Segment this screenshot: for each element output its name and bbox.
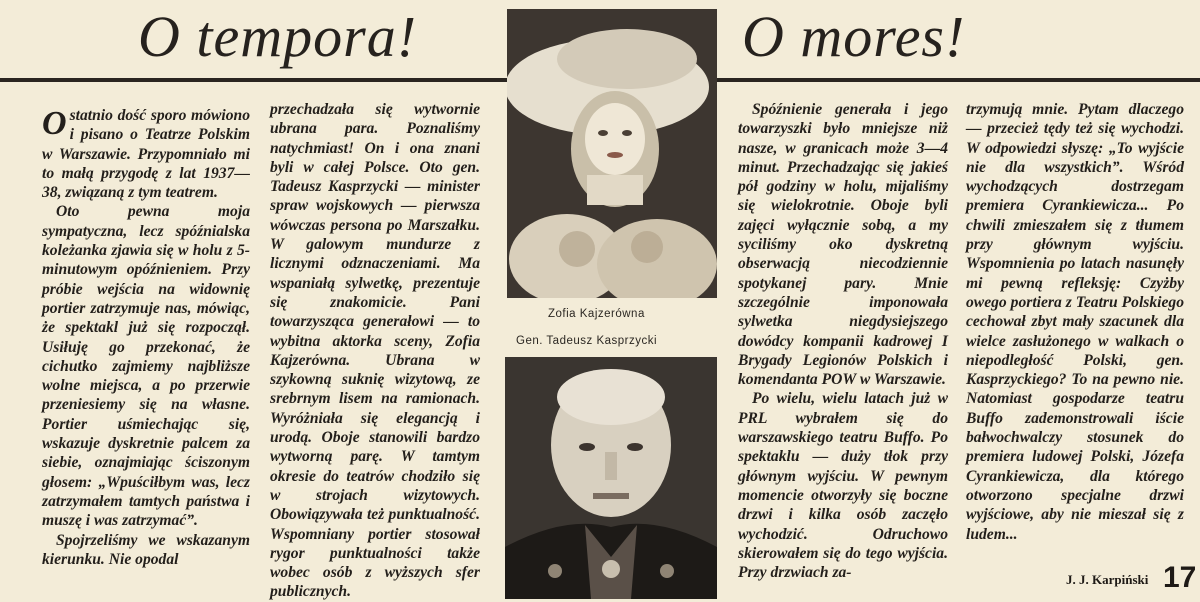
paragraph: Spóźnienie generała i jego towarzyszki było mniejsze niż nasze, w granicach może 3—4 minut. Przechadzając się jakieś pół godziny w holu, mijaliśmy się wielokrotnie. Oboje byli zajęci wyłącznie sobą, a my syciliśmy oko dyskretną obserwacją niecodziennie spotykanej pary. Mnie szczególnie imponowała sylwetka niegdysiejszego dowódcy kompanii kadrowej I Brygady Legionów Polskich i komendanta POW w Warszawie. [738, 101, 948, 389]
headline-right: O mores! [742, 4, 966, 69]
page-number: 17 [1163, 561, 1197, 594]
headline-left: O tempora! [138, 4, 418, 69]
article-column-1 [42, 106, 250, 569]
article-column-2 [270, 100, 480, 602]
paragraph: Oto pewna moja sympatyczna, lecz spóźnialska koleżanka zjawia się w holu z 5-minutowym opóźnieniem. Przy próbie wejścia na widownię portier zatrzymuje nas, mówiąc, że spektakl już się rozpoczął. Usiłuję go przekonać, że cichutko zajmiemy najbliższe wolne miejsca, a po przerwie przeniesiemy się na własne. Portier uśmiechając się, wskazuje dyskretnie palcem za siebie, oznajmiając ściszonym głosem: „Wpuściłbym was, lecz zatrzymałem tamtych państwa i muszę i was zatrzymać”. [42, 203, 250, 530]
photo-caption-kajzerowna: Zofia Kajzerówna [548, 308, 645, 320]
photo-caption-kasprzycki: Gen. Tadeusz Kasprzycki [516, 335, 658, 347]
article-column-3 [738, 100, 948, 582]
portrait-image [507, 9, 717, 298]
drop-cap: O [42, 105, 67, 142]
portrait-image [505, 357, 717, 599]
paragraph-body: statnio dość sporo mówiono i pisano o Teatrze Polskim w Warszawie. Przypomniało mi to małą przygodę z lat 1937—38, związaną z tym teatrem. [42, 107, 250, 202]
paragraph [42, 106, 250, 202]
paragraph: Po wielu, wielu latach już w PRL wybrałem się do warszawskiego teatru Buffo. Po spektaklu — duży tłok przy głównym wyjściu. W pewnym momencie otworzyły się boczne drzwi i kilka osób zaczęło wychodzić. Odruchowo skierowałem się do tego wyjścia. Przy drzwiach za- [738, 390, 948, 582]
paragraph: przechadzała się wytwornie ubrana para. Poznaliśmy natychmiast! On i ona znani byli w całej Polsce. Oto gen. Tadeusz Kasprzycki — minister spraw wojskowych — pierwsza wówczas persona po Marszałku. W galowym mundurze z licznymi odznaczeniami. Ma wspaniałą sylwetkę, prezentuje się znakomicie. Pani towarzysząca generałowi — to wybitna aktorka sceny, Zofia Kajzerówna. Ubrana w szykowną suknię wizytową, ze srebrnym lisem na ramionach. Wyróżniała się elegancją i urodą. Oboje stanowili bardzo wytworną parę. W tamtym okresie do teatrów chodziło się w strojach wizytowych. Obowiązywała też punktualność. Wspomniany portier stosował rygor punktualności także wobec osób z wyższych sfer publicznych. [270, 101, 480, 601]
portrait-photo-kajzerowna [507, 9, 717, 298]
article-column-4 [966, 100, 1184, 544]
portrait-photo-kasprzycki [505, 357, 717, 599]
author-signature: J. J. Karpiński [1066, 572, 1149, 587]
paragraph: trzymują mnie. Pytam dlaczego — przecież tędy też się wychodzi. W odpowiedzi słyszę: „To wyjście nie dla wszystkich”. Wśród wychodzących dostrzegam premiera Cyrankiewicza... Po chwili zmieszałem się z tłumem przy głównym wyjściu. Wspomnienia po latach nasunęły mi pewną refleksję: Czyżby owego portiera z Teatru Polskiego cechował zbyt mały szacunek dla wielce zasłużonego w walkach o niepodległość Polski, gen. Kasprzyckiego? To na pewno nie. Natomiast gospodarze teatru Buffo zademonstrowali iście bałwochwalczy stosunek do premiera ludowej Polski, Józefa Cyrankiewicza, dla którego otworzono specjalne drzwi wyjściowe, aby nie mieszał się z ludem... [966, 101, 1184, 543]
paragraph: Spojrzeliśmy we wskazanym kierunku. Nie opodal [42, 531, 250, 568]
